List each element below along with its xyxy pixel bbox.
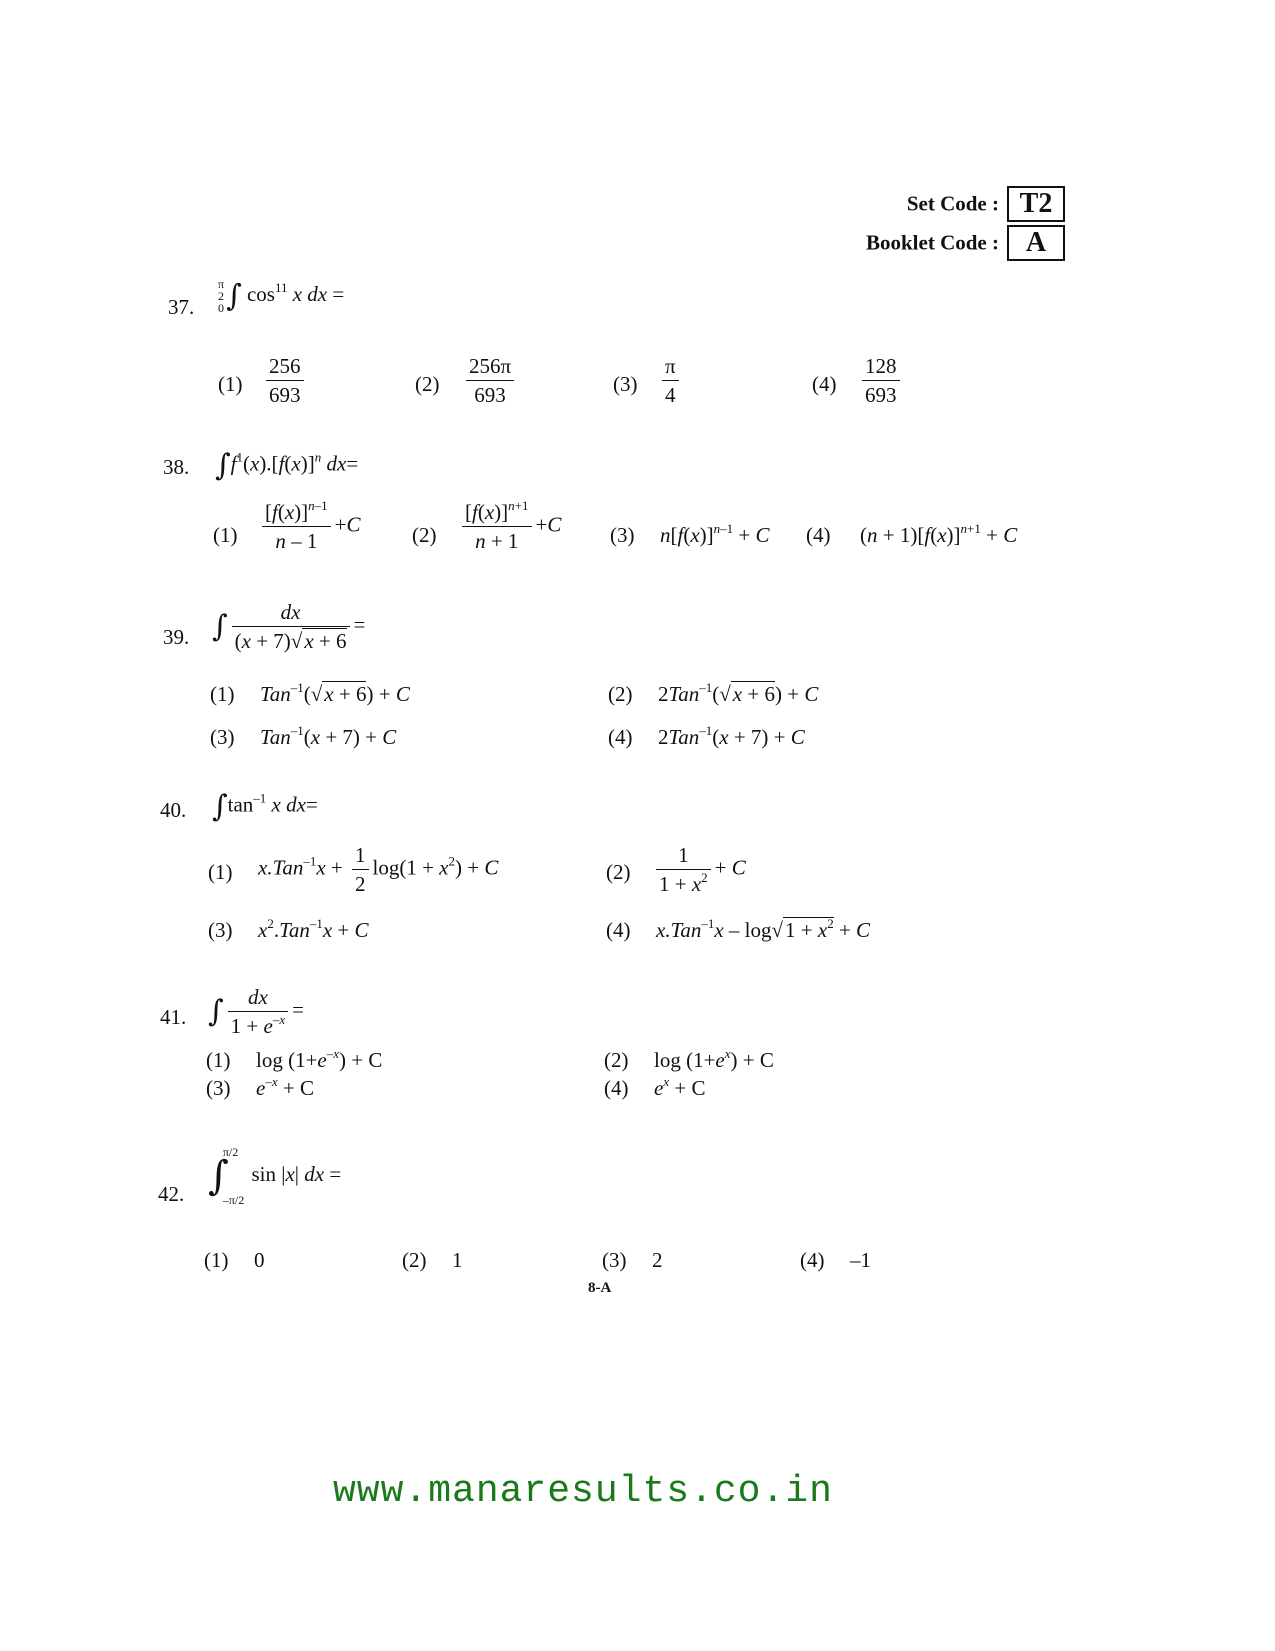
option-value: $\frac{1}{1 + x^2}$ + C bbox=[652, 843, 746, 896]
question-number: 41. bbox=[160, 1005, 187, 1029]
option: (4) bbox=[604, 1076, 629, 1100]
option-value: $e^{-x} + C$ bbox=[256, 1074, 314, 1100]
option: (1) bbox=[204, 1248, 229, 1272]
integral-sign-icon: ∫ bbox=[226, 278, 242, 314]
option-value: Tan$^{-1}$(x + 7) + C bbox=[260, 723, 397, 749]
option: (1) bbox=[218, 372, 243, 396]
option: (3) bbox=[613, 372, 638, 396]
option-value: $(n + 1)[f(x)]^{n+1} + C$ bbox=[860, 521, 1018, 547]
integral-sign-icon: ∫ bbox=[208, 994, 224, 1030]
option-value: $\frac{256\pi}{693}$ bbox=[462, 354, 518, 407]
option-value: $\frac{\pi}{4}$ bbox=[658, 354, 683, 407]
option: (2) bbox=[604, 1048, 629, 1072]
booklet-code bbox=[866, 225, 1065, 261]
option: (4) bbox=[608, 725, 633, 749]
booklet-code-label: Booklet Code : bbox=[866, 230, 999, 255]
integral-sign-icon: ∫ bbox=[208, 1153, 229, 1199]
option-value: Tan$^{-1}$(√x + 6) + C bbox=[260, 680, 410, 706]
option: (3) bbox=[208, 918, 233, 942]
option-value: $\frac{256}{693}$ bbox=[262, 354, 308, 407]
option: (1) bbox=[206, 1048, 231, 1072]
option-value: 1 bbox=[452, 1248, 463, 1272]
option: (4) bbox=[606, 918, 631, 942]
option-value: $\log (1+e^x) + C$ bbox=[654, 1046, 774, 1072]
option-value: $\frac{[f(x)]^{n-1}}{n - 1}$ +C bbox=[258, 500, 361, 553]
option-value: –1 bbox=[850, 1248, 871, 1272]
set-code-value: T2 bbox=[1007, 186, 1065, 222]
option: (4) bbox=[800, 1248, 825, 1272]
page-number: 8-A bbox=[588, 1280, 612, 1296]
booklet-code-value: A bbox=[1007, 225, 1065, 261]
integral-sign-icon: ∫ bbox=[215, 448, 231, 483]
option: (1) bbox=[208, 860, 233, 884]
option: (3) bbox=[206, 1076, 231, 1100]
question-41-expression: ∫ $\frac{dx}{1 + e^{-x}}$ = bbox=[208, 985, 304, 1039]
question-40-expression: $\int\tan^{-1}$ x dx= bbox=[212, 789, 318, 824]
option: (4) bbox=[812, 372, 837, 396]
option: (2) bbox=[608, 682, 633, 706]
question-number: 42. bbox=[158, 1182, 185, 1206]
integral-sign-icon: ∫ bbox=[212, 609, 228, 645]
option-value: 2Tan$^{-1}$(√x + 6) + C bbox=[658, 680, 819, 706]
option: (3) bbox=[602, 1248, 627, 1272]
option: (3) bbox=[210, 725, 235, 749]
question-number: 40. bbox=[160, 798, 187, 822]
option: (4) bbox=[806, 523, 831, 547]
option-value: 0 bbox=[254, 1248, 265, 1272]
option-value: $\frac{[f(x)]^{n+1}}{n + 1}$ +C bbox=[458, 500, 561, 553]
question-38-expression: $\int f^1(x).[f(x)]^n$ dx= bbox=[215, 448, 359, 483]
integral-limits: π 2 0 bbox=[218, 277, 225, 315]
option-value: x.Tan$^{-1}$x + $\frac{1}{2}$ $\log(1 + x^2) + C$ bbox=[258, 843, 499, 897]
integral-sign-icon: ∫ bbox=[212, 789, 228, 824]
option-value: $x.Tan^{-1}x - \log√1 + x^2 + C$ bbox=[656, 916, 871, 942]
option-value: $e^x + C$ bbox=[654, 1074, 706, 1100]
question-number: 38. bbox=[163, 455, 190, 479]
option-value: $\log (1+e^{-x}) + C$ bbox=[256, 1046, 383, 1072]
option: (2) bbox=[415, 372, 440, 396]
set-code bbox=[907, 186, 1065, 222]
question-number: 39. bbox=[163, 625, 190, 649]
footer-url[interactable]: www.manaresults.co.in bbox=[333, 1470, 833, 1513]
option-value: $x^2.Tan^{-1}x + C$ bbox=[258, 916, 369, 942]
question-37-expression: π 2 0∫ $\cos^{11} x$ dx = bbox=[218, 277, 345, 315]
option: (1) bbox=[213, 523, 238, 547]
integral-limits: π/2 –π/2 bbox=[222, 1145, 245, 1207]
option: (2) bbox=[402, 1248, 427, 1272]
option-value: $n[f(x)]^{n-1} + C$ bbox=[660, 521, 770, 547]
set-code-label: Set Code : bbox=[906, 191, 999, 216]
question-39-expression: ∫ $\frac{dx}{(x + 7)√x + 6}$ = bbox=[212, 600, 366, 654]
option: (3) bbox=[610, 523, 635, 547]
question-42-expression: ∫π/2 –π/2 sin |x| dx = bbox=[208, 1145, 342, 1207]
option: (2) bbox=[606, 860, 631, 884]
option-value: 2Tan$^{-1}$(x + 7) + C bbox=[658, 723, 805, 749]
option: (2) bbox=[412, 523, 437, 547]
option-value: 2 bbox=[652, 1248, 663, 1272]
option: (1) bbox=[210, 682, 235, 706]
question-number: 37. bbox=[168, 295, 195, 319]
option-value: $\frac{128}{693}$ bbox=[858, 354, 904, 407]
